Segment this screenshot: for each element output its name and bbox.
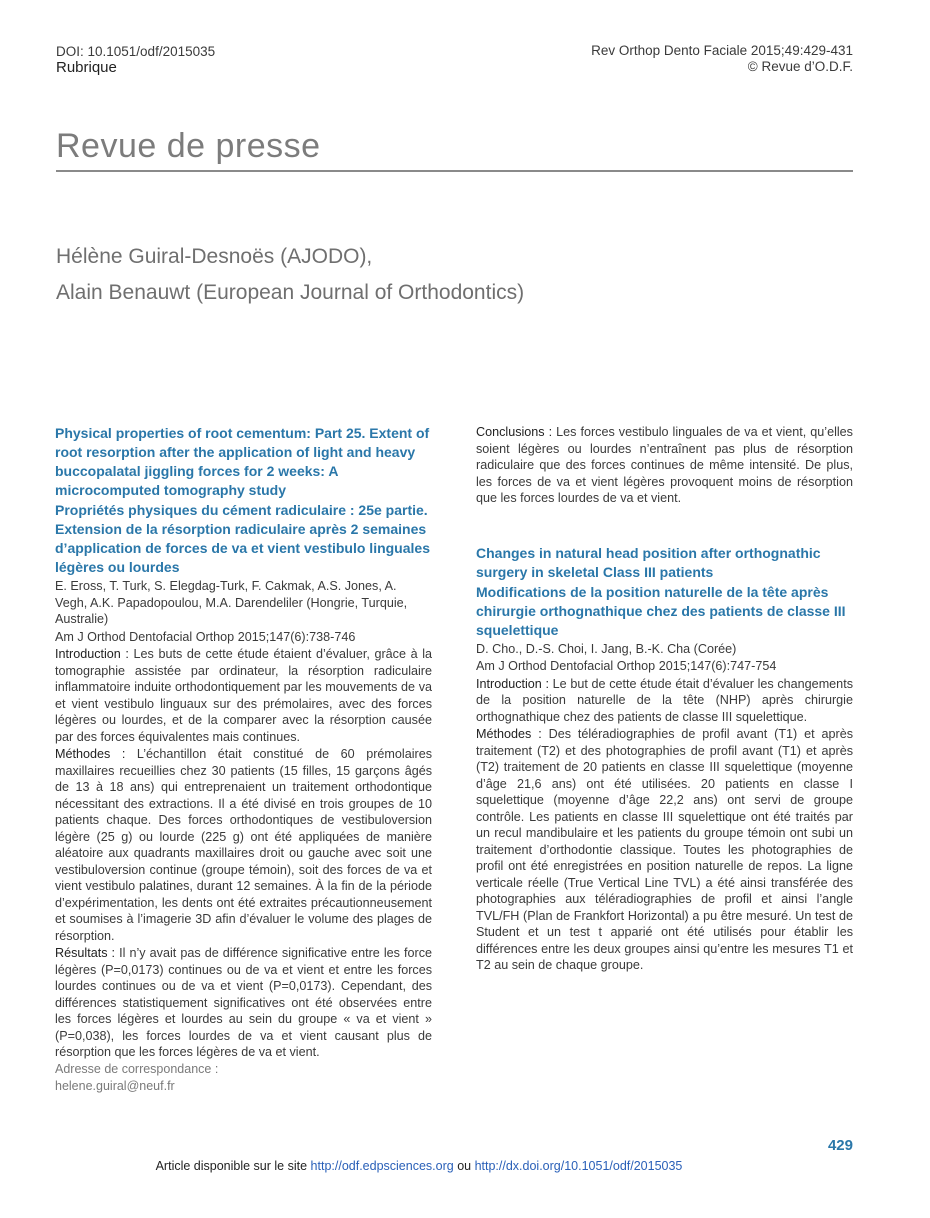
conclusions-label: Conclusions : bbox=[476, 425, 553, 439]
review-author-2: Alain Benauwt (European Journal of Orthodontics) bbox=[56, 281, 525, 304]
page-title: Revue de presse bbox=[56, 127, 321, 165]
footer-link-site[interactable]: http://odf.edpsciences.org bbox=[310, 1159, 454, 1173]
rubrique-label: Rubrique bbox=[56, 59, 117, 76]
article2-title-fr: Modifications de la position naturelle de la tête après chirurgie orthognathique chez des patients de classe III squelettique bbox=[476, 583, 846, 638]
title-rule bbox=[56, 170, 853, 172]
article1-conclusions bbox=[476, 424, 853, 507]
article1-results bbox=[55, 945, 432, 1061]
article-spacer bbox=[476, 508, 853, 544]
article1-methods bbox=[55, 746, 432, 944]
article1-introduction bbox=[55, 646, 432, 745]
left-column bbox=[55, 424, 432, 1062]
doi: DOI: 10.1051/odf/2015035 bbox=[56, 44, 216, 59]
article2-introduction bbox=[476, 676, 853, 726]
article1-authors: E. Eross, T. Turk, S. Elegdag-Turk, F. Cakmak, A.S. Jones, A. Vegh, A.K. Papadopoulou, M.A. Darendeliler (Hongrie, Turquie, Australie) bbox=[55, 579, 408, 626]
review-author-1: Hélène Guiral-Desnoës (AJODO), bbox=[56, 245, 373, 268]
results-label: Résultats : bbox=[55, 946, 116, 960]
methods-label: Méthodes : bbox=[55, 747, 126, 761]
article2-authors: D. Cho., D.-S. Choi, I. Jang, B.-K. Cha (Corée) bbox=[476, 641, 737, 656]
introduction-label: Introduction : bbox=[55, 647, 129, 661]
page-number: 429 bbox=[827, 1137, 853, 1154]
methods-label: Méthodes : bbox=[476, 727, 542, 741]
methods-text: L’échantillon était constitué de 60 prémolaires maxillaires recueillies chez 30 patients (15 filles, 15 garçons âgés de 13 à 18 ans) qui entreprenaient un traitement orthodontique nécessitant des extractions. Il a été divisé en trois groupes de 10 patients chaque. Des forces orthodontiques de vestibuloversion légère (25 g) ou lourde (225 g) ont été appliquées de manière aléatoire aux quadrants maxillaires droit ou gauche avec soit une vestibuloversion continue (groupe témoin), soit des forces de va et vient vestibulo palatines, durant 12 semaines. À la fin de la période d’expérimentation, les dents ont été extraites précautionneusement et soumises à l’imagerie 3D afin d’évaluer le volume des plages de résorption. bbox=[55, 747, 432, 943]
copyright: © Revue d’O.D.F. bbox=[747, 59, 853, 74]
article2-citation: Am J Orthod Dentofacial Orthop 2015;147(6):747-754 bbox=[476, 659, 777, 673]
right-column bbox=[476, 424, 853, 975]
article1-citation: Am J Orthod Dentofacial Orthop 2015;147(6):738-746 bbox=[55, 629, 356, 644]
footer-prefix: Article disponible sur le site bbox=[155, 1159, 308, 1173]
correspondence-label: Adresse de correspondance : bbox=[55, 1062, 219, 1076]
methods-text: Des téléradiographies de profil avant (T1) et après traitement (T2) et des photographies de profil avant (T1) et après (T2) traitement de 20 patients en classe III squelettique (moyenne d’âge 21,6 ans) ont été utilisées. 20 patients en classe I squelettique (moyenne d’âge 22,2 ans) ont servi de groupe contrôle. Les patients en classe III squelettique ont été traités par un recul mandibulaire et les patients du groupe témoin ont subi un traitement d’orthodontie classique. Toutes les photographies de profil ont été enregistrées en position naturelle de repos. La ligne verticale réelle (True Vertical Line TVL) a été ainsi transférée des photographies aux téléradiographies de profil et ainsi l’angle TVL/FH (Plan de Frankfort Horizontal) a pu être mesuré. Un test de Student et un test t apparié ont été utilisés pour établir les différences entre les deux groupes ainsi qu’entre les mesures T1 et T2 au sein de chaque groupe. bbox=[476, 727, 854, 972]
introduction-text: Le but de cette étude était d’évaluer les changements de la position naturelle de la tête (NHP) après chirurgie orthognathique chez des patients de classe III squelettique. bbox=[476, 676, 853, 724]
footer-link-doi[interactable]: http://dx.doi.org/10.1051/odf/2015035 bbox=[474, 1159, 683, 1173]
conclusions-text: Les forces vestibulo linguales de va et vient, qu’elles soient légères ou lourdes n’entraînent pas plus de résorption radiculaire que des forces continues de même intensité. De plus, les forces de va et vient légères provoquent moins de résorption que les forces lourdes de va et vient. bbox=[476, 425, 853, 505]
results-text: Il n’y avait pas de différence significative entre les force légères (P=0,0173) continues ou de va et vient et entre les forces lourdes continues ou de va et vient (P=0,0173). Cependant, des différences statistiquement significatives ont été observées entre les forces légères et lourdes au sein du groupe « va et vient » (P=0,038), les forces lourdes de va et vient causant plus de résorption que les forces légères de va et vient. bbox=[55, 946, 433, 1059]
correspondence-email[interactable]: helene.guiral@neuf.fr bbox=[55, 1079, 175, 1093]
footer-or: ou bbox=[457, 1159, 472, 1173]
article1-title-fr: Propriétés physiques du cément radiculaire : 25e partie. Extension de la résorption radiculaire après 2 semaines d’application de forces de va et vient vestibulo linguales légères ou lourdes bbox=[55, 502, 430, 575]
correspondence bbox=[55, 1061, 218, 1095]
review-authors bbox=[56, 239, 524, 311]
footer-availability bbox=[0, 1159, 838, 1173]
journal-reference: Rev Orthop Dento Faciale 2015;49:429-431 bbox=[591, 43, 853, 58]
introduction-label: Introduction : bbox=[476, 676, 549, 691]
article2-methods bbox=[476, 726, 853, 974]
article1-title-en: Physical properties of root cementum: Part 25. Extent of root resorption after the application of light and heavy buccopalatal jiggling forces for 2 weeks: A microcomputed tomography study bbox=[55, 425, 430, 498]
introduction-text: Les buts de cette étude étaient d’évaluer, grâce à la tomographie assistée par ordinateur, la résorption radiculaire inflammatoire induite orthodontiquement par les mouvements de va et vient vestibulo linguaux sur des prémolaires, avec des forces légères ou lourdes, et de la comparer avec la résorption causée par des forces équivalentes mais continues. bbox=[55, 647, 433, 744]
article2-title-en: Changes in natural head position after orthognathic surgery in skeletal Class III patients bbox=[476, 544, 821, 580]
